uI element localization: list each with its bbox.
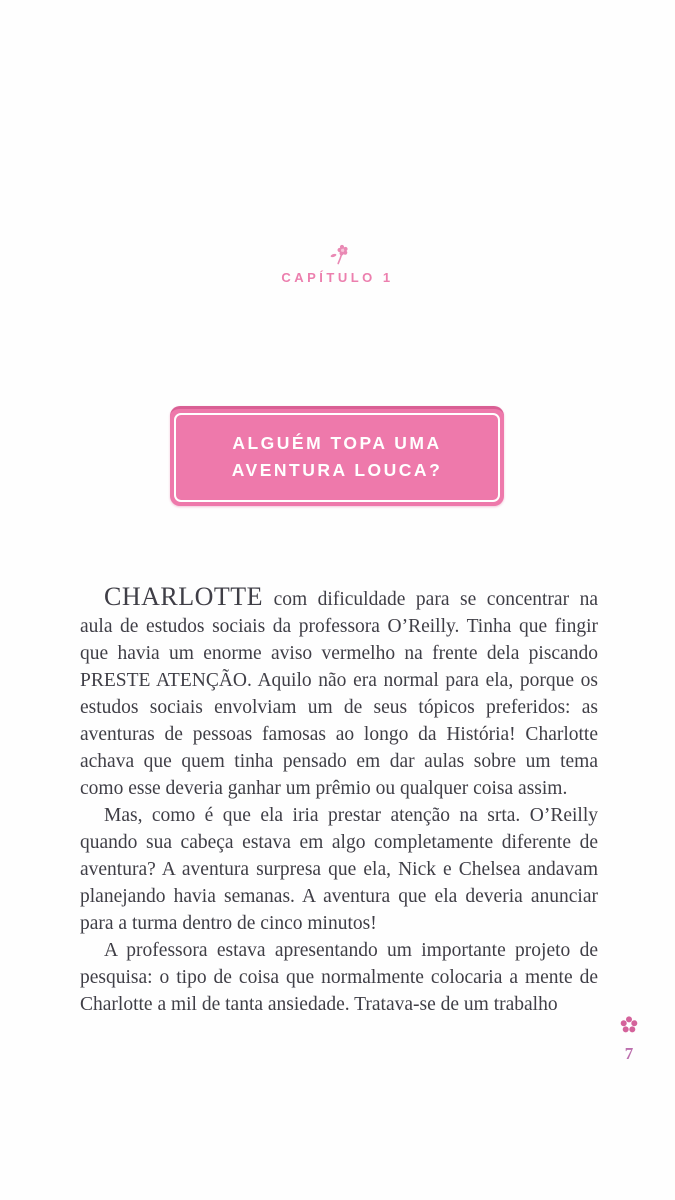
lead-word: CHARLOTTE [104, 582, 264, 611]
chapter-title-box [170, 406, 504, 506]
paragraph [80, 802, 598, 937]
body-text [80, 583, 598, 1018]
paragraph [80, 937, 598, 1018]
paragraph [80, 583, 598, 802]
chapter-title-line2: AVENTURA LOUCA? [231, 460, 443, 481]
flower-sprig-icon [325, 253, 351, 270]
chapter-title-line1: ALGUÉM TOPA UMA [232, 433, 442, 453]
flower-icon [619, 1015, 639, 1035]
paragraph-text: com dificuldade para se concentrar na aula de estudos sociais da professora O’Reilly. Tinha que fingir que havia um enorme aviso vermelho na frente dela piscando PRESTE ATENÇÃO. Aquilo não era normal para ela, porque os estudos sociais envolviam um de seus tópicos preferidos: as aventuras de pessoas famosas ao longo da História! Charlotte achava que quem tinha pensado em dar aulas sobre um tema como esse deveria ganhar um prêmio ou qualquer coisa assim. [80, 589, 598, 799]
chapter-title [174, 413, 500, 502]
chapter-ornament [0, 242, 675, 271]
paragraph-text: A professora estava apresentando um importante projeto de pesquisa: o tipo de coisa que normalmente colocaria a mente de Charlotte a mil de tanta ansiedade. Tratava-se de um trabalho [80, 940, 598, 1015]
paragraph-text: Mas, como é que ela iria prestar atenção na srta. O’Reilly quando sua cabeça estava em algo completamente diferente de aventura? A aventura surpresa que ela, Nick e Chelsea andavam planejando havia semanas. A aventura que ela deveria anunciar para a turma dentro de cinco minutos! [80, 805, 598, 934]
chapter-label: CAPÍTULO 1 [281, 270, 394, 285]
page-number: 7 [624, 1044, 634, 1063]
